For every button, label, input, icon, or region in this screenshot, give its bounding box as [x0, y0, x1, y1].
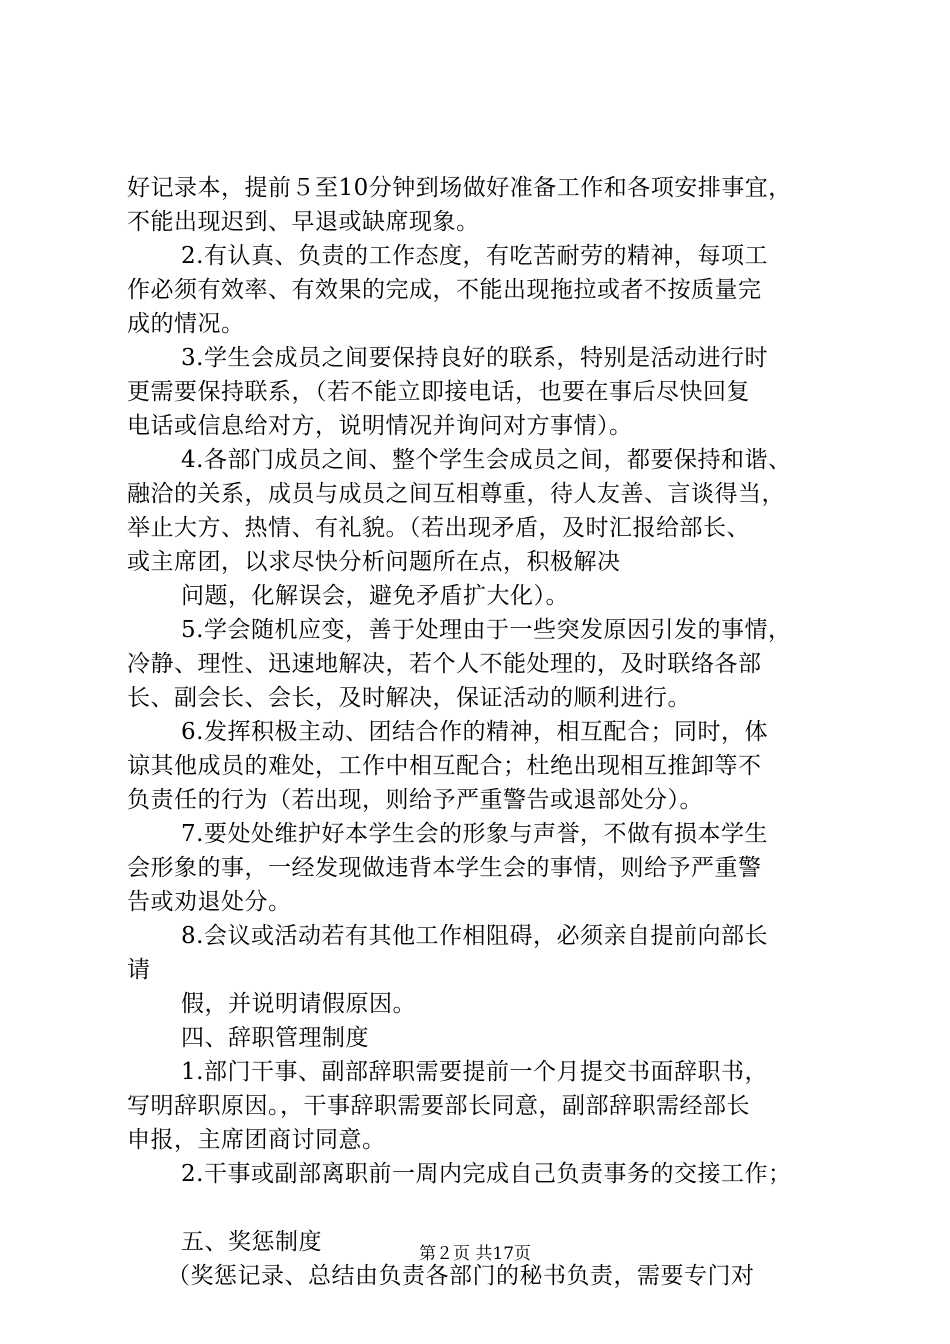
text-line: 请	[127, 957, 151, 983]
text-line: 作必须有效率、有效果的完成，不能出现拖拉或者不按质量完	[127, 277, 762, 303]
text-line: 问题，化解误会，避免矛盾扩大化）。	[181, 583, 569, 609]
text-line: 电话或信息给对方，说明情况并询问对方事情）。	[127, 413, 633, 439]
text-line: 好记录本，提前５至10分钟到场做好准备工作和各项安排事宜，	[127, 175, 792, 201]
text-line: 3.学生会成员之间要保持良好的联系，特别是活动进行时	[181, 345, 768, 371]
text-line: 告或劝退处分。	[127, 889, 292, 915]
text-line: 冷静、理性、迅速地解决，若个人不能处理的，及时联络各部	[127, 651, 762, 677]
text-line: 负责任的行为（若出现，则给予严重警告或退部处分）。	[127, 787, 703, 813]
text-line: 1.部门干事、副部辞职需要提前一个月提交书面辞职书，	[181, 1059, 768, 1085]
text-line: 2.有认真、负责的工作态度，有吃苦耐劳的精神，每项工	[181, 243, 768, 269]
text-line: 5.学会随机应变，善于处理由于一些突发原因引发的事情，	[181, 617, 792, 643]
text-line: 申报，主席团商讨同意。	[127, 1127, 386, 1153]
text-line: 谅其他成员的难处，工作中相互配合；杜绝出现相互推卸等不	[127, 753, 762, 779]
text-line: 7.要处处维护好本学生会的形象与声誉，不做有损本学生	[181, 821, 768, 847]
text-line: 6.发挥积极主动、团结合作的精神，相互配合；同时，体	[181, 719, 768, 745]
section-heading: 五、奖惩制度	[181, 1229, 322, 1255]
text-line: 会形象的事，一经发现做违背本学生会的事情，则给予严重警	[127, 855, 762, 881]
text-line: 成的情况。	[127, 311, 245, 337]
text-line: 2.干事或副部离职前一周内完成自己负责事务的交接工作；	[181, 1161, 792, 1187]
page-number-footer: 第２页 共17页	[418, 1244, 532, 1264]
text-line: 融洽的关系，成员与成员之间互相尊重，待人友善、言谈得当，	[127, 481, 785, 507]
text-line: 8.会议或活动若有其他工作相阻碍，必须亲自提前向部长	[181, 923, 768, 949]
text-line: 更需要保持联系，（若不能立即接电话，也要在事后尽快回复	[127, 379, 750, 405]
text-line: （奖惩记录、总结由负责各部门的秘书负责，需要专门对	[167, 1263, 755, 1289]
text-line: 举止大方、热情、有礼貌。（若出现矛盾，及时汇报给部长、	[127, 515, 750, 541]
text-line: 写明辞职原因。，干事辞职需要部长同意，副部辞职需经部长	[127, 1093, 750, 1119]
text-line: 不能出现迟到、早退或缺席现象。	[127, 209, 480, 235]
text-line: 长、副会长、会长，及时解决，保证活动的顺利进行。	[127, 685, 691, 711]
section-heading: 四、辞职管理制度	[181, 1025, 369, 1051]
text-line: 或主席团，以求尽快分析问题所在点，积极解决	[127, 549, 621, 575]
text-line: 4.各部门成员之间、整个学生会成员之间，都要保持和谐、	[181, 447, 792, 473]
text-line: 假，并说明请假原因。	[181, 991, 416, 1017]
